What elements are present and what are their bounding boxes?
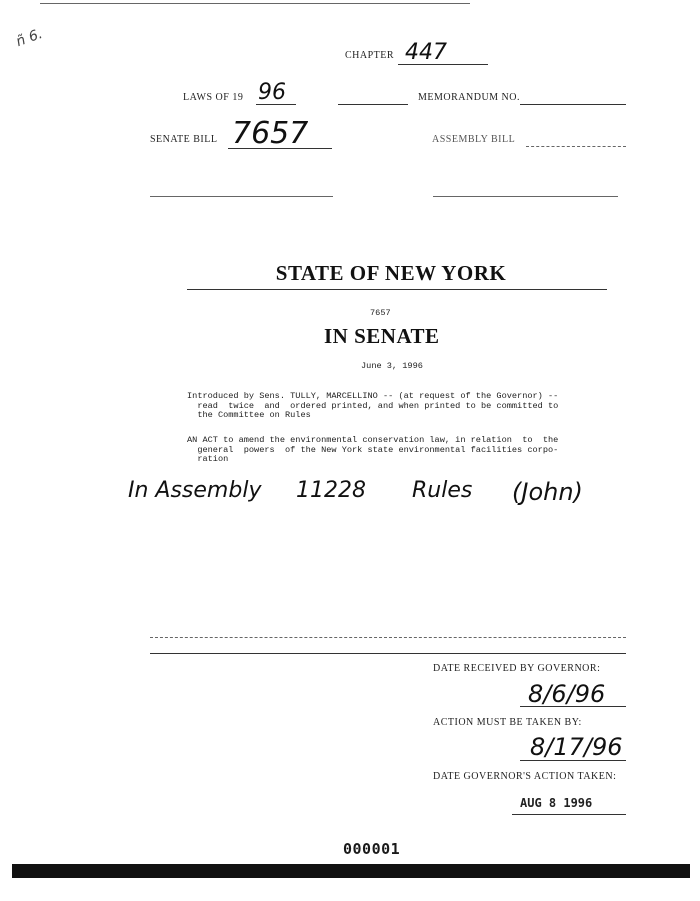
bottom-bar — [12, 864, 690, 878]
state-title: STATE OF NEW YORK — [275, 261, 507, 285]
introduced-line: read twice and ordered printed, and when printed to be committed to — [187, 400, 559, 411]
page-number: 000001 — [343, 840, 401, 858]
blank-line-right — [433, 196, 618, 197]
assembly-note-label: In Assembly — [128, 478, 262, 503]
received-label: DATE RECEIVED BY GOVERNOR: — [433, 663, 601, 674]
action-due-line — [520, 760, 626, 761]
assembly-note-sponsor: (John) — [512, 478, 583, 506]
action-taken-value: AUG 8 1996 — [520, 796, 593, 810]
bill-number: 7657 — [370, 308, 391, 318]
assembly-bill-label: ASSEMBLY BILL — [432, 134, 516, 145]
senate-bill-value: 7657 — [232, 116, 309, 151]
action-due-label: ACTION MUST BE TAKEN BY: — [433, 717, 582, 728]
action-due-value: 8/17/96 — [530, 733, 623, 761]
bill-date: June 3, 1996 — [361, 361, 423, 371]
senate-bill-label: SENATE BILL — [150, 134, 218, 145]
assembly-note-committee: Rules — [412, 478, 473, 503]
action-taken-label: DATE GOVERNOR'S ACTION TAKEN: — [433, 771, 617, 782]
memo-label: MEMORANDUM NO. — [418, 92, 521, 103]
received-value: 8/6/96 — [528, 680, 606, 708]
act-line: ration — [187, 454, 229, 465]
laws-line — [256, 104, 296, 105]
introduced-paragraph — [187, 392, 558, 421]
corner-note: ñ 6. — [14, 25, 45, 51]
assembly-note-number: 11228 — [296, 478, 366, 503]
blank-line-left — [150, 196, 333, 197]
house-title: IN SENATE — [324, 324, 440, 348]
laws-label: LAWS OF 19 — [183, 92, 244, 103]
assembly-bill-line — [526, 146, 626, 147]
action-taken-line — [512, 814, 626, 815]
memo-line — [520, 104, 626, 105]
received-line — [520, 706, 626, 707]
act-line: AN ACT to amend the environmental conservation law, in relation to the — [187, 435, 559, 445]
introduced-line: the Committee on Rules — [187, 410, 311, 421]
laws-extra-line — [338, 104, 408, 105]
state-underline — [187, 289, 607, 290]
top-rule — [40, 3, 470, 4]
chapter-label: CHAPTER — [345, 50, 395, 61]
act-paragraph — [187, 436, 558, 465]
chapter-value: 447 — [405, 40, 447, 65]
introduced-line: Introduced by Sens. TULLY, MARCELLINO -- (at request of the Governor) -- — [187, 391, 559, 401]
laws-value: 96 — [258, 80, 286, 105]
act-line: general powers of the New York state environmental facilities corpo- — [187, 444, 559, 455]
chapter-line — [398, 64, 488, 65]
separator-rule-solid — [150, 653, 626, 654]
separator-rule — [150, 637, 626, 638]
senate-bill-line — [228, 148, 332, 149]
